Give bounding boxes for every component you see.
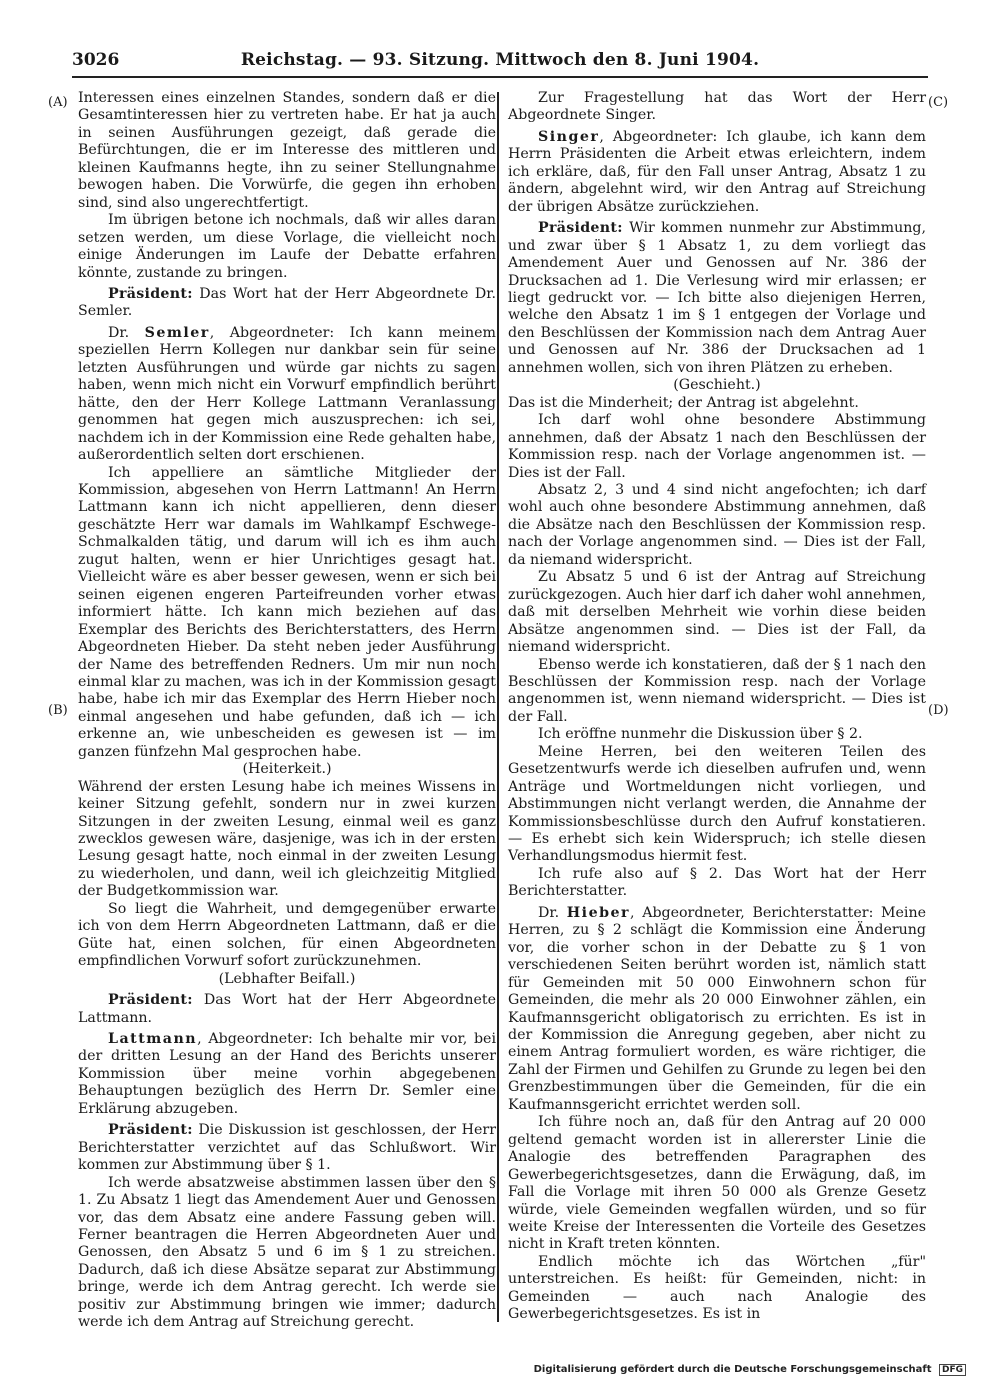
dfg-logo: DFG: [939, 1364, 966, 1376]
speaker-name: Präsident:: [538, 220, 623, 237]
paragraph: Präsident: Wir kommen nunmehr zur Abstimmung, und zwar über § 1 Absatz 1, zu dem vorliegt das Amendement Auer und Genossen auf Nr. 386 der Drucksachen ad 1. Die Verlesung wird mir erlassen; er liegt gedruckt vor. — Ich bitte also diejenigen Herren, welche den Absatz 1 im § 1 entgegen der Vorlage und den Beschlüssen der Kommission nach dem Antrag Auer und Genossen auf Nr. 386 der Drucksachen ad 1 annehmen wollen, sich von ihren Plätzen zu erheben.: [508, 220, 926, 376]
paragraph: Meine Herren, bei den weiteren Teilen des Gesetzentwurfs werde ich dieselben aufrufen und, wenn Anträge und Wortmeldungen nicht vorliegen, und Abstimmungen nicht verlangt werden, die Annahme der Kommissionsbeschlüsse durch den Aufruf konstatieren. — Es erhebt sich kein Widerspruch; ich stelle diesen Verhandlungsmodus hiermit fest.: [508, 743, 926, 865]
footer-credit: [534, 1364, 966, 1376]
marker-b: (B): [48, 703, 68, 718]
page-header: [72, 48, 928, 74]
left-column: [78, 90, 496, 1332]
running-head: Reichstag. — 93. Sitzung. Mittwoch den 8. Juni 1904.: [240, 50, 760, 70]
marker-a: (A): [48, 95, 68, 110]
page-number: 3026: [72, 50, 120, 70]
speaker-name: Präsident:: [108, 1122, 193, 1139]
paragraph: Ich führe noch an, daß für den Antrag auf 20 000 geltend gemacht worden ist in allererster Linie die Analogie des betreffenden Paragraphen des Gewerbegerichtsgesetzes, dann die Erwägung, daß, im Fall die Vorlage mit ihren 50 000 als Grenze Gesetz würde, viele Gemeinden wegfallen würden, und so für weite Kreise der Interessenten die Vorteile des Gesetzes nicht in Kraft treten könnten.: [508, 1114, 926, 1253]
paragraph: Absatz 2, 3 und 4 sind nicht angefochten; ich darf wohl auch ohne besondere Abstimmung annehmen, daß die Absätze nach den Beschlüssen der Kommission resp. nach der Vorlage angenommen sind. — Dies ist der Fall, da niemand widerspricht.: [508, 481, 926, 568]
paragraph: Dr. Semler, Abgeordneter: Ich kann meinem speziellen Herrn Kollegen nur dankbar sein für seine letzten Ausführungen und würde gar nichts zu sagen haben, wenn mich nicht ein Vorwurf empfindlich berührt hätte, den der Herr Kollege Lattmann Veranlassung genommen hat gegen mich auszusprechen: ich sei, nachdem ich in der Kommission eine Rede gehalten habe, außerordentlich selten dort erschienen.: [78, 324, 496, 464]
speaker-name: Präsident:: [108, 285, 193, 302]
paragraph: Lattmann, Abgeordneter: Ich behalte mir vor, bei der dritten Lesung an der Hand des Berichts unserer Kommission über meine vorhin abgegebenen Behauptungen bezüglich des Herrn Dr. Semler eine Erklärung abzugeben.: [78, 1031, 496, 1117]
paragraph: Präsident: Das Wort hat der Herr Abgeordnete Lattmann.: [78, 992, 496, 1026]
speaker-name: Präsident:: [108, 992, 193, 1009]
paragraph: Im übrigen betone ich nochmals, daß wir alles daran setzen werden, um diese Vorlage, die vielleicht noch einige Änderungen im Laufe der Debatte erfahren könnte, zustande zu bringen.: [78, 212, 496, 281]
paragraph: Präsident: Die Diskussion ist geschlossen, der Herr Berichterstatter verzichtet auf das Schlußwort. Wir kommen zur Abstimmung über § 1.: [78, 1122, 496, 1174]
paragraph: Zu Absatz 5 und 6 ist der Antrag auf Streichung zurückgezogen. Auch hier darf ich daher wohl annehmen, daß mit derselben Mehrheit wie vorhin diese beiden Absätze angenommen sind. — Dies ist der Fall, da niemand widerspricht.: [508, 569, 926, 656]
speaker-name: Hieber: [566, 904, 631, 921]
paragraph: Ich eröffne nunmehr die Diskussion über § 2.: [538, 726, 863, 743]
marker-d: (D): [928, 703, 949, 718]
paragraph: Ich appelliere an sämtliche Mitglieder der Kommission, abgesehen von Herrn Lattmann! An Herrn Lattmann kann ich nicht appellieren, denn dieser geschätzte Herr war damals im Wahlkampf Eschwege-Schmalkalden tätig, und darum will ich es ihm auch zugut halten, wenn er hier Unrichtiges gesagt hat. Vielleicht wäre es aber besser gewesen, wenn er sich bei seinen eigenen engeren Parteifreunden vorher etwas informiert hätte. Ich kann mich beziehen auf das Exemplar des Berichts des Berichterstatters, des Herrn Abgeordneten Hieber. Da steht neben jeder Ausführung der Name des betreffenden Redners. Um mir nun noch einmal klar zu machen, was ich in der Kommission gesagt habe, habe ich mir das Exemplar des Herrn Hieber noch einmal angesehen und habe gefunden, daß ich — ich erkenne an, wie unbescheiden es gewesen ist — im ganzen fünfzehn Mal gesprochen habe.: [78, 464, 496, 760]
paragraph: Ich darf wohl ohne besondere Abstimmung annehmen, daß der Absatz 1 nach den Beschlüssen der Kommission resp. nach der Vorlage angenommen ist. — Dies ist der Fall.: [508, 412, 926, 481]
paragraph: Ebenso werde ich konstatieren, daß der § 1 nach den Beschlüssen der Kommission resp. nach der Vorlage angenommen ist, wenn niemand widerspricht. — Dies ist der Fall.: [508, 656, 926, 725]
right-column: [508, 90, 926, 1324]
interjection: (Lebhafter Beifall.): [218, 970, 356, 987]
interjection: (Heiterkeit.): [242, 761, 332, 778]
paragraph: Interessen eines einzelnen Standes, sondern daß er die Gesamtinteressen hier zu vertreten habe. Er hat ja auch in seinen Ausführungen gezeigt, daß gerade die Befürchtungen, die er im Interesse des mittleren und kleinen Kaufmanns hegte, ihn zu seiner Stellungnahme bewogen haben. Die Vorwürfe, die gegen ihn erhoben sind, sind also ungerechtfertigt.: [78, 90, 496, 211]
paragraph: Dr. Hieber, Abgeordneter, Berichterstatter: Meine Herren, zu § 2 schlägt die Kommission eine Änderung vor, die vorher schon in der Debatte zu § 1 von verschiedenen Seiten berührt worden ist, nämlich statt für Gemeinden mit 50 000 Einwohnern schon für Gemeinden, die mehr als 20 000 Einwohner zählen, ein Kaufmannsgericht obligatorisch zu errichten. Es ist in der Kommission die Anregung gegeben, aber nicht zu einem Antrag formuliert worden, es wäre richtiger, die Zahl der Firmen und Gehilfen zu Grunde zu legen bei den Grenzbestimmungen über die Gemeinden, für die ein Kaufmannsgericht errichtet werden soll.: [508, 904, 927, 1113]
marker-c: (C): [928, 95, 949, 110]
paragraph: Während der ersten Lesung habe ich meines Wissens in keiner Sitzung gefehlt, sondern nur in zwei kurzen Sitzungen in der zweiten Lesung, einmal weil es ganz zwecklos gewesen wäre, dasjenige, was ich in der ersten Lesung gesagt hatte, noch einmal in der zweiten Lesung zu wiederholen, und dann, weil ich gleichzeitig Mitglied der Budgetkommission war.: [78, 778, 496, 900]
interjection: (Geschieht.): [673, 377, 761, 394]
column-divider: [497, 92, 499, 1322]
paragraph: Das ist die Minderheit; der Antrag ist abgelehnt.: [508, 394, 859, 411]
footer-text: Digitalisierung gefördert durch die Deutsche Forschungsgemeinschaft: [533, 1364, 932, 1375]
paragraph: Singer, Abgeordneter: Ich glaube, ich kann dem Herrn Präsidenten die Arbeit etwas erleichtern, indem ich erkläre, daß, für den Fall unser Antrag, Absatz 1 zu ändern, abgelehnt wird, wir den Antrag auf Streichung der übrigen Absätze zurückziehen.: [508, 128, 926, 215]
paragraph: Ich rufe also auf § 2. Das Wort hat der Herr Berichterstatter.: [508, 865, 926, 900]
paragraph: Präsident: Das Wort hat der Herr Abgeordnete Dr. Semler.: [78, 285, 496, 320]
speaker-name: Lattmann: [108, 1031, 198, 1048]
paragraph: Ich werde absatzweise abstimmen lassen über den § 1. Zu Absatz 1 liegt das Amendement Auer und Genossen vor, das dem Absatz eine andere Fassung geben will. Ferner beantragen die Herren Abgeordneten Auer und Genossen, den Absatz 5 und 6 im § 1 zu streichen. Dadurch, daß ich diese Absätze separat zur Abstimmung bringe, werde ich dem Antrag gerecht. Ich werde sie positiv zur Abstimmung bringen wie immer; dadurch werde ich dem Antrag auf Streichung gerecht.: [78, 1174, 496, 1331]
paragraph: Endlich möchte ich das Wörtchen „für" unterstreichen. Es heißt: für Gemeinden, nicht: in Gemeinden — auch nach Analogie des Gewerbegerichtsgesetzes. Es ist in: [508, 1253, 926, 1323]
paragraph: Zur Fragestellung hat das Wort der Herr Abgeordnete Singer.: [508, 90, 926, 124]
paragraph: So liegt die Wahrheit, und demgegenüber erwarte ich von dem Herrn Abgeordneten Lattmann, daß er die Güte hat, einen solchen, für einen Abgeordneten empfindlichen Vorwurf sofort zurückzunehmen.: [78, 900, 496, 970]
speaker-name: Singer: [538, 128, 600, 145]
header-rule: [72, 76, 928, 78]
speaker-name: Semler: [144, 324, 210, 341]
